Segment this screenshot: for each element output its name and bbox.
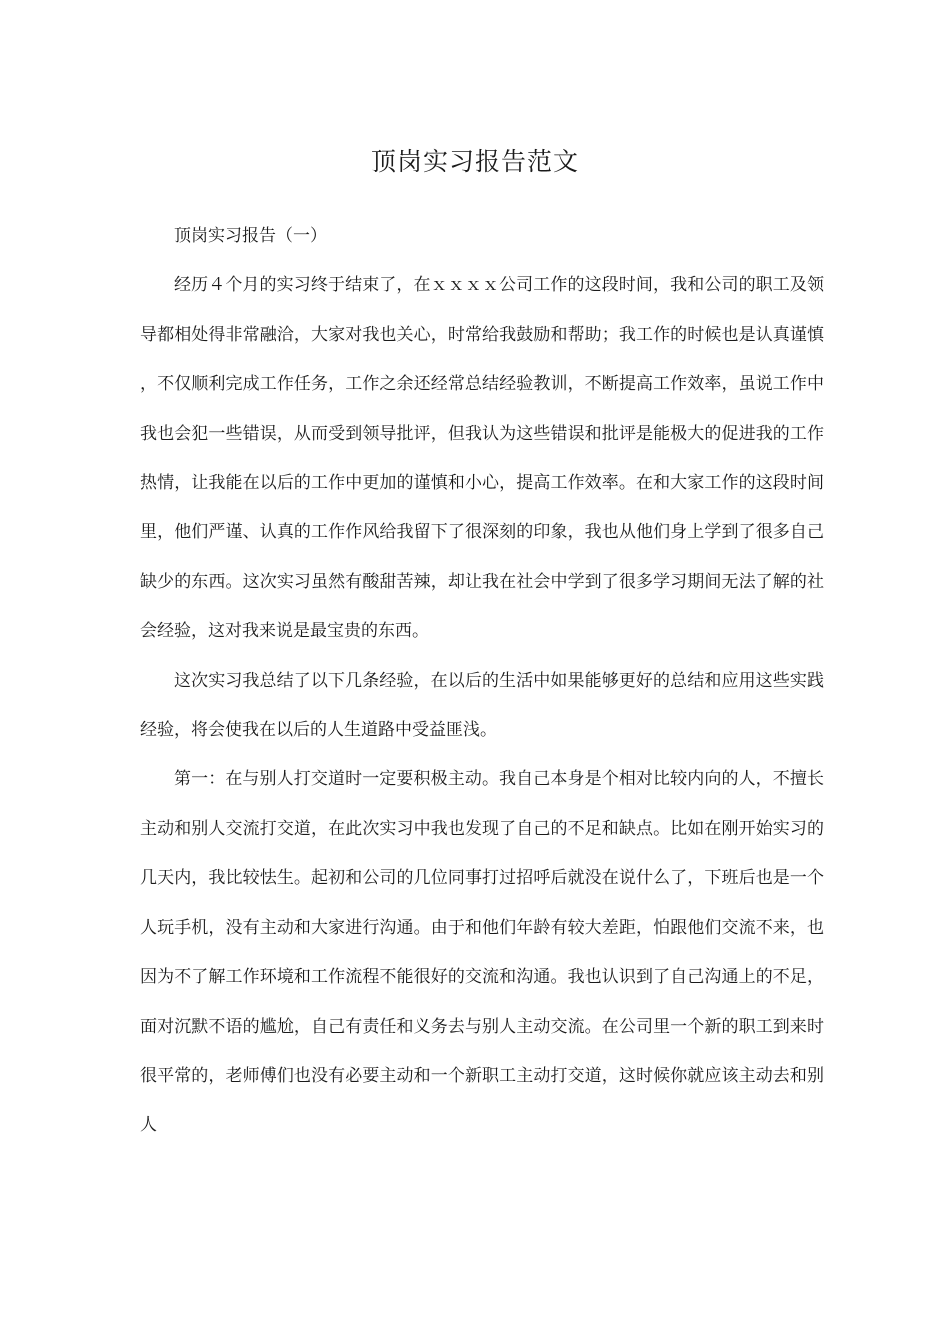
paragraph: 第一：在与别人打交道时一定要积极主动。我自己本身是个相对比较内向的人，不擅长主动和别人交流打交道，在此次实习中我也发现了自己的不足和缺点。比如在刚开始实习的几天内，我比较怯生。起初和公司的几位同事打过招呼后就没在说什么了，下班后也是一个人玩手机，没有主动和大家进行沟通。由于和他们年龄有较大差距，怕跟他们交流不来，也因为不了解工作环境和工作流程不能很好的交流和沟通。我也认识到了自己沟通上的不足，面对沉默不语的尴尬，自己有责任和义务去与别人主动交流。在公司里一个新的职工到来时很平常的，老师傅们也没有必要主动和一个新职工主动打交道，这时候你就应该主动去和别人 bbox=[140, 769, 824, 1136]
paragraph: 经历４个月的实习终于结束了，在ｘｘｘｘ公司工作的这段时间，我和公司的职工及领导都相处得非常融洽，大家对我也关心，时常给我鼓励和帮助；我工作的时候也是认真谨慎，不仅顺利完成工作任务，工作之余还经常总结经验教训，不断提高工作效率，虽说工作中我也会犯一些错误，从而受到领导批评，但我认为这些错误和批评是能极大的促进我的工作热情，让我能在以后的工作中更加的谨慎和小心，提高工作效率。在和大家工作的这段时间里，他们严谨、认真的工作作风给我留下了很深刻的印象，我也从他们身上学到了很多自己缺少的东西。这次实习虽然有酸甜苦辣，却让我在社会中学到了很多学习期间无法了解的社会经验，这对我来说是最宝贵的东西。 bbox=[140, 275, 824, 642]
paragraph: 这次实习我总结了以下几条经验，在以后的生活中如果能够更好的总结和应用这些实践经验，将会使我在以后的人生道路中受益匪浅。 bbox=[140, 670, 824, 741]
document-title: 顶岗实习报告范文 bbox=[370, 147, 579, 176]
section-heading: 顶岗实习报告（一） bbox=[174, 226, 327, 246]
document-body bbox=[140, 212, 824, 1151]
